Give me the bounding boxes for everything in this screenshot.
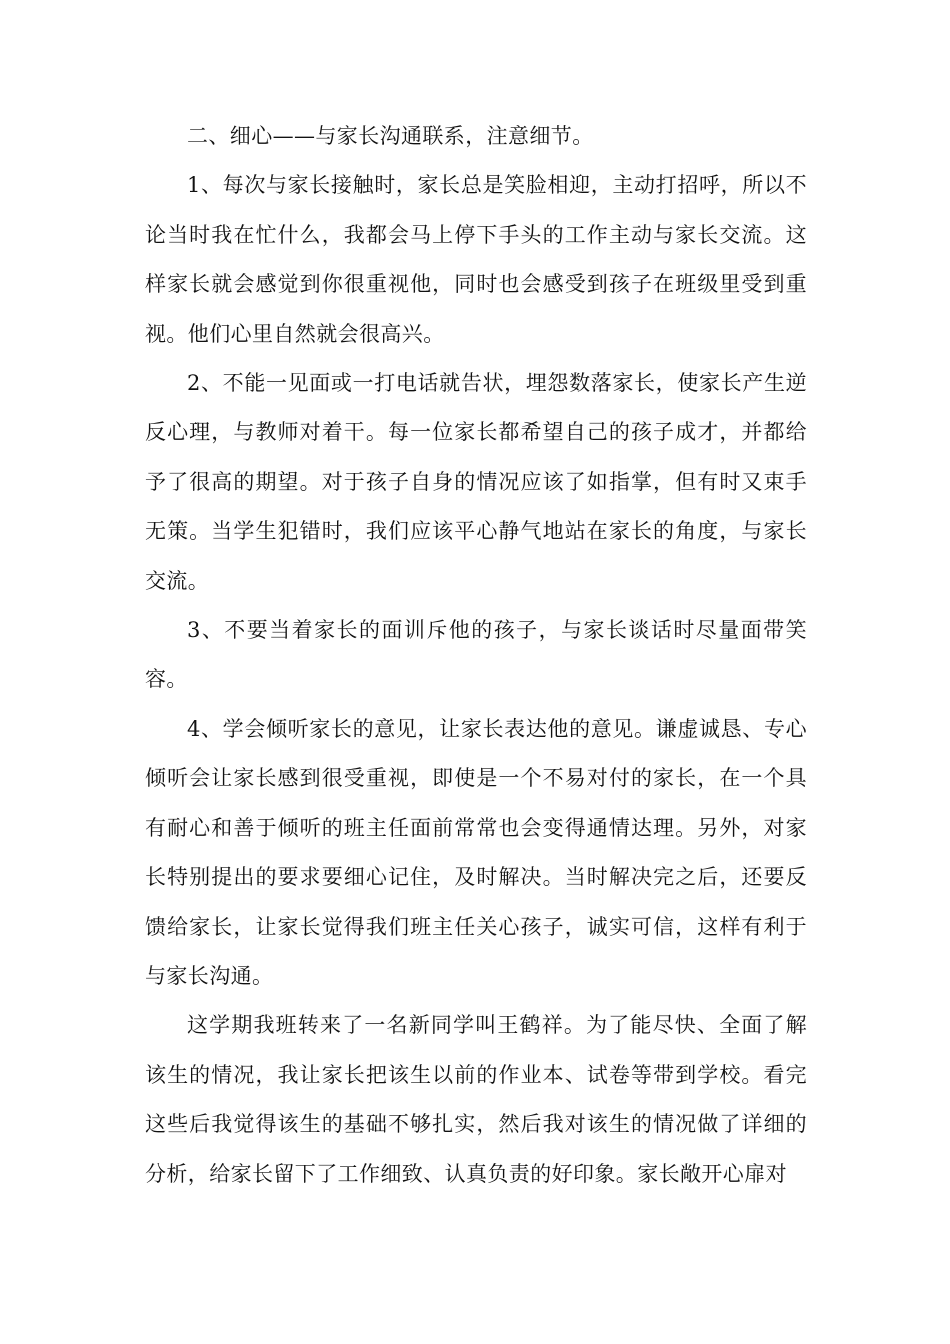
paragraph-point-2: 2、不能一见面或一打电话就告状，埋怨数落家长，使家长产生逆反心理，与教师对着干。每一位家长都希望自己的孩子成才，并都给予了很高的期望。对于孩子自身的情况应该了如指掌，但有时又束手无策。当学生犯错时，我们应该平心静气地站在家长的角度，与家长交流。 — [145, 371, 807, 593]
paragraph-point-1: 1、每次与家长接触时，家长总是笑脸相迎，主动打招呼，所以不论当时我在忙什么，我都会马上停下手头的工作主动与家长交流。这样家长就会感觉到你很重视他，同时也会感受到孩子在班级里受到重视。他们心里自然就会很高兴。 — [145, 173, 807, 346]
paragraph-point-4: 4、学会倾听家长的意见，让家长表达他的意见。谦虚诚恳、专心倾听会让家长感到很受重视，即使是一个不易对付的家长，在一个具有耐心和善于倾听的班主任面前常常也会变得通情达理。另外，对家长特别提出的要求要细心记住，及时解决。当时解决完之后，还要反馈给家长，让家长觉得我们班主任关心孩子，诚实可信，这样有利于与家长沟通。 — [145, 716, 807, 988]
paragraph-example: 这学期我班转来了一名新同学叫王鹤祥。为了能尽快、全面了解该生的情况，我让家长把该生以前的作业本、试卷等带到学校。看完这些后我觉得该生的基础不够扎实，然后我对该生的情况做了详细的分析，给家长留下了工作细致、认真负责的好印象。家长敞开心扉对 — [145, 1013, 807, 1186]
section-heading: 二、细心——与家长沟通联系，注意细节。 — [187, 124, 594, 148]
paragraph-point-3: 3、不要当着家长的面训斥他的孩子，与家长谈话时尽量面带笑容。 — [145, 618, 807, 692]
document-body — [145, 112, 807, 1199]
